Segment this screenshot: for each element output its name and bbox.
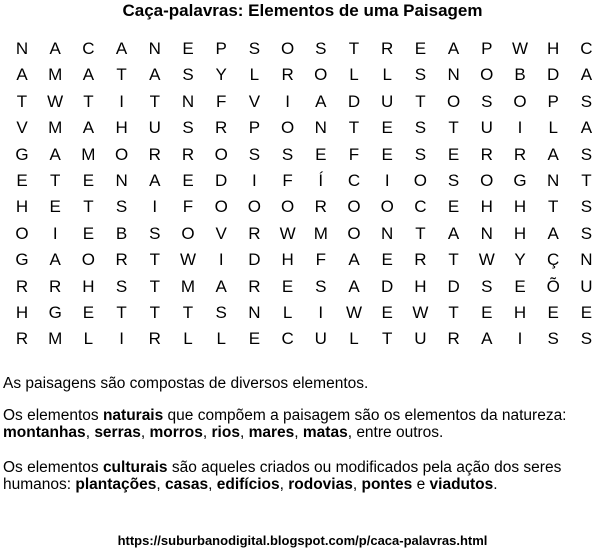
grid-letter[interactable]: W: [412, 303, 429, 322]
separator: e: [412, 476, 430, 493]
grid-letter[interactable]: S: [149, 223, 161, 243]
grid-letter[interactable]: P: [248, 118, 261, 138]
grid-letter[interactable]: S: [281, 144, 294, 164]
grid-letter[interactable]: H: [15, 197, 29, 217]
grid-letter[interactable]: O: [380, 197, 394, 217]
grid-letter[interactable]: A: [348, 276, 360, 296]
grid-row: [0, 168, 605, 194]
grid-letter[interactable]: O: [347, 197, 361, 217]
grid-letter[interactable]: R: [314, 197, 327, 217]
grid-letter[interactable]: Y: [514, 250, 526, 270]
separator: ,: [279, 476, 289, 493]
separator: ,: [239, 424, 249, 441]
grid-letter[interactable]: A: [547, 144, 559, 164]
grid-letter[interactable]: R: [15, 329, 29, 349]
grid-letter[interactable]: E: [580, 303, 593, 322]
grid-letter[interactable]: R: [248, 223, 261, 243]
grid-letter[interactable]: I: [517, 118, 523, 138]
grid-letter[interactable]: F: [282, 171, 293, 190]
text: que compõem a paisagem são os elementos da natureza:: [163, 407, 567, 424]
grid-letter[interactable]: L: [548, 118, 558, 138]
grid-letter[interactable]: S: [481, 91, 493, 111]
grid-letter[interactable]: N: [248, 303, 261, 322]
grid-letter[interactable]: A: [149, 65, 161, 85]
grid-letter[interactable]: N: [181, 91, 195, 111]
grid-letter[interactable]: O: [280, 197, 295, 217]
grid-letter[interactable]: S: [315, 39, 327, 58]
grid-row: [0, 300, 605, 326]
grid-letter[interactable]: A: [348, 250, 360, 270]
grid-letter[interactable]: E: [447, 197, 460, 217]
grid-letter[interactable]: E: [447, 144, 460, 164]
grid-letter[interactable]: O: [181, 223, 195, 243]
grid-letter[interactable]: O: [247, 197, 261, 217]
grid-letter[interactable]: E: [414, 39, 427, 58]
grid-letter[interactable]: S: [580, 144, 593, 164]
grid-letter[interactable]: E: [82, 171, 95, 190]
grid-row: [0, 89, 605, 115]
grid-letter[interactable]: L: [83, 329, 94, 349]
grid-letter[interactable]: N: [314, 118, 327, 138]
grid-letter[interactable]: A: [580, 118, 593, 138]
grid-letter[interactable]: S: [414, 65, 427, 85]
grid-letter[interactable]: A: [82, 65, 95, 85]
grid-letter[interactable]: L: [382, 65, 392, 85]
grid-letter[interactable]: M: [313, 223, 328, 243]
grid-letter[interactable]: S: [115, 197, 128, 217]
grid-letter[interactable]: H: [15, 303, 29, 322]
grid-letter[interactable]: R: [248, 276, 261, 296]
grid-letter[interactable]: A: [82, 118, 95, 138]
word-rodovias: rodovias: [288, 476, 353, 493]
grid-letter[interactable]: W: [47, 91, 64, 111]
separator: ,: [294, 424, 303, 441]
source-link[interactable]: https://suburbanodigital.blogspot.com/p/caca-palavras.html: [117, 533, 488, 548]
grid-letter[interactable]: Y: [215, 65, 227, 85]
text: Os elementos: [3, 407, 103, 424]
grid-letter[interactable]: N: [15, 39, 29, 58]
grid-letter[interactable]: T: [149, 250, 160, 270]
grid-letter[interactable]: A: [49, 39, 61, 58]
grid-row: [0, 62, 605, 88]
grid-letter[interactable]: I: [52, 223, 58, 243]
grid-row: [0, 36, 605, 62]
grid-letter[interactable]: T: [149, 303, 160, 322]
grid-letter[interactable]: L: [216, 329, 226, 349]
grid-letter[interactable]: E: [248, 329, 261, 349]
grid-letter[interactable]: G: [15, 250, 29, 270]
grid-row: [0, 221, 605, 247]
word-mares: mares: [248, 424, 295, 441]
grid-letter[interactable]: Ç: [547, 250, 560, 270]
grid-letter[interactable]: N: [547, 171, 560, 190]
grid-letter[interactable]: T: [448, 118, 459, 138]
intro-paragraph: As paisagens são compostas de diversos elementos.: [3, 375, 369, 392]
grid-letter[interactable]: M: [81, 144, 96, 164]
grid-letter[interactable]: L: [183, 329, 193, 349]
grid-letter[interactable]: A: [580, 65, 593, 85]
grid-letter[interactable]: N: [580, 250, 593, 270]
grid-letter[interactable]: O: [214, 197, 228, 217]
grid-letter[interactable]: H: [513, 223, 527, 243]
keyword-culturais: culturais: [102, 459, 168, 476]
grid-letter[interactable]: I: [119, 329, 124, 349]
grid-row: [0, 142, 605, 168]
grid-letter[interactable]: Í: [318, 171, 324, 190]
grid-letter[interactable]: M: [48, 118, 63, 138]
grid-letter[interactable]: F: [215, 91, 227, 111]
grid-letter[interactable]: S: [414, 144, 427, 164]
grid-letter[interactable]: T: [49, 171, 61, 190]
grid-letter[interactable]: D: [215, 171, 228, 190]
grid-letter[interactable]: G: [513, 171, 527, 190]
grid-letter[interactable]: R: [513, 144, 527, 164]
grid-letter[interactable]: E: [82, 223, 95, 243]
grid-row: [0, 115, 605, 141]
grid-letter[interactable]: I: [252, 171, 257, 190]
separator: ,: [202, 424, 212, 441]
grid-letter[interactable]: E: [381, 250, 393, 270]
grid-row: [0, 194, 605, 220]
grid-letter[interactable]: A: [215, 276, 227, 296]
grid-letter[interactable]: U: [148, 118, 161, 138]
grid-letter[interactable]: W: [179, 250, 197, 270]
grid-letter[interactable]: S: [315, 276, 327, 296]
grid-letter[interactable]: O: [81, 250, 95, 270]
grid-letter[interactable]: P: [481, 39, 493, 58]
grid-letter[interactable]: R: [115, 250, 128, 270]
grid-letter[interactable]: U: [414, 329, 427, 349]
grid-letter[interactable]: I: [384, 171, 390, 190]
grid-letter[interactable]: L: [249, 65, 260, 85]
grid-letter[interactable]: S: [182, 65, 194, 85]
grid-letter[interactable]: T: [547, 197, 559, 217]
grid-row: [0, 326, 605, 352]
grid-letter[interactable]: O: [480, 65, 494, 85]
grid-letter[interactable]: S: [580, 223, 593, 243]
grid-letter[interactable]: T: [348, 39, 360, 58]
grid-letter[interactable]: T: [83, 197, 94, 217]
grid-letter[interactable]: H: [513, 303, 527, 322]
grid-letter[interactable]: D: [381, 276, 394, 296]
grid-letter[interactable]: M: [48, 329, 63, 349]
grid-letter[interactable]: O: [214, 144, 228, 164]
grid-letter[interactable]: R: [148, 329, 161, 349]
grid-letter[interactable]: N: [381, 223, 394, 243]
text: , entre outros.: [347, 424, 444, 441]
grid-letter[interactable]: D: [447, 276, 460, 296]
grid-letter[interactable]: A: [49, 250, 61, 270]
word-morros: morros: [149, 424, 203, 441]
grid-letter[interactable]: E: [82, 303, 95, 322]
word-plantacoes: plantações: [75, 476, 157, 493]
grid-letter[interactable]: R: [148, 144, 161, 164]
grid-letter[interactable]: C: [347, 171, 361, 190]
grid-letter[interactable]: E: [381, 118, 393, 138]
grid-letter[interactable]: S: [447, 171, 460, 190]
grid-letter[interactable]: R: [281, 65, 294, 85]
grid-letter[interactable]: S: [580, 197, 593, 217]
grid-letter[interactable]: T: [16, 91, 28, 111]
word-montanhas: montanhas: [3, 424, 86, 441]
grid-letter[interactable]: C: [82, 39, 95, 58]
grid-letter[interactable]: L: [349, 65, 359, 85]
grid-letter[interactable]: W: [478, 250, 495, 270]
grid-letter[interactable]: A: [149, 171, 161, 190]
grid-letter[interactable]: T: [381, 329, 393, 349]
separator: ,: [140, 424, 150, 441]
grid-letter[interactable]: S: [215, 303, 227, 322]
grid-letter[interactable]: O: [513, 91, 527, 111]
text: Os elementos: [3, 459, 103, 476]
separator: ,: [208, 476, 217, 493]
grid-letter[interactable]: O: [314, 65, 328, 85]
grid-letter[interactable]: V: [16, 118, 28, 138]
grid-letter[interactable]: O: [413, 171, 427, 190]
grid-letter[interactable]: R: [381, 39, 394, 58]
grid-letter[interactable]: S: [115, 276, 128, 296]
grid-letter[interactable]: T: [182, 303, 194, 322]
word-edificios: edifícios: [216, 476, 280, 493]
grid-letter[interactable]: N: [115, 171, 128, 190]
grid-letter[interactable]: E: [182, 39, 194, 58]
word-rios: rios: [211, 424, 240, 441]
grid-letter[interactable]: C: [580, 39, 593, 58]
separator: ,: [156, 476, 165, 493]
grid-letter[interactable]: I: [218, 250, 224, 270]
grid-letter[interactable]: P: [547, 91, 559, 111]
grid-letter[interactable]: T: [415, 223, 426, 243]
grid-letter[interactable]: M: [180, 276, 196, 296]
grid-letter[interactable]: S: [414, 118, 427, 138]
grid-letter[interactable]: V: [248, 91, 261, 111]
grid-letter[interactable]: R: [181, 144, 195, 164]
word-pontes: pontes: [361, 476, 413, 493]
grid-letter[interactable]: A: [547, 223, 559, 243]
grid-letter[interactable]: R: [447, 329, 460, 349]
grid-letter[interactable]: S: [248, 39, 261, 58]
grid-letter[interactable]: O: [280, 118, 295, 138]
grid-letter[interactable]: S: [248, 144, 261, 164]
grid-letter[interactable]: O: [15, 223, 29, 243]
grid-row: [0, 247, 605, 273]
grid-letter[interactable]: V: [215, 223, 227, 243]
grid-letter[interactable]: E: [481, 303, 493, 322]
grid-letter[interactable]: M: [48, 65, 63, 85]
grid-letter[interactable]: E: [381, 303, 393, 322]
grid-letter[interactable]: P: [215, 39, 227, 58]
grid-letter[interactable]: H: [547, 39, 560, 58]
cultural-elements-paragraph: [3, 459, 598, 493]
grid-letter[interactable]: B: [514, 65, 526, 85]
grid-letter[interactable]: B: [115, 223, 128, 243]
grid-letter[interactable]: E: [182, 171, 194, 190]
grid-letter[interactable]: L: [349, 329, 359, 349]
separator: ,: [352, 476, 362, 493]
grid-letter[interactable]: G: [48, 303, 62, 322]
page-title: Caça-palavras: Elementos de uma Paisagem: [122, 1, 483, 20]
grid-letter[interactable]: F: [315, 250, 326, 270]
natural-elements-paragraph: [3, 407, 598, 441]
grid-letter[interactable]: H: [281, 250, 294, 270]
grid-letter[interactable]: N: [447, 65, 460, 85]
grid-letter[interactable]: G: [15, 144, 29, 164]
grid-letter[interactable]: A: [315, 91, 327, 111]
grid-letter[interactable]: E: [381, 144, 393, 164]
grid-letter[interactable]: I: [517, 329, 523, 349]
grid-letter[interactable]: C: [281, 329, 294, 349]
grid-letter[interactable]: D: [248, 250, 261, 270]
grid-letter[interactable]: T: [581, 171, 592, 190]
grid-letter[interactable]: L: [282, 303, 293, 322]
grid-letter[interactable]: C: [414, 197, 427, 217]
grid-letter[interactable]: N: [480, 223, 493, 243]
grid-letter[interactable]: T: [149, 91, 160, 111]
grid-letter[interactable]: R: [414, 250, 427, 270]
word-matas: matas: [302, 424, 348, 441]
grid-letter[interactable]: Õ: [546, 276, 560, 296]
grid-letter[interactable]: T: [348, 118, 360, 138]
grid-letter[interactable]: T: [116, 65, 127, 85]
grid-letter[interactable]: E: [281, 276, 294, 296]
grid-letter[interactable]: O: [114, 144, 129, 164]
keyword-naturais: naturais: [102, 407, 164, 424]
grid-letter[interactable]: R: [49, 276, 62, 296]
grid-letter[interactable]: U: [381, 91, 394, 111]
grid-letter[interactable]: T: [448, 250, 459, 270]
grid-letter[interactable]: O: [347, 223, 361, 243]
grid-letter[interactable]: U: [314, 329, 327, 349]
grid-letter[interactable]: U: [480, 118, 493, 138]
grid-letter[interactable]: E: [49, 197, 61, 217]
grid-letter[interactable]: W: [511, 39, 529, 58]
grid-letter[interactable]: U: [580, 276, 593, 296]
grid-letter[interactable]: A: [481, 329, 493, 349]
text: .: [493, 476, 498, 493]
grid-letter[interactable]: A: [16, 65, 28, 85]
grid-letter[interactable]: O: [280, 39, 295, 58]
grid-letter[interactable]: S: [182, 118, 194, 138]
grid-letter[interactable]: N: [148, 39, 161, 58]
grid-letter[interactable]: T: [116, 303, 127, 322]
grid-letter[interactable]: A: [447, 39, 460, 58]
grid-letter[interactable]: A: [115, 39, 128, 58]
grid-letter[interactable]: I: [318, 303, 324, 322]
grid-letter[interactable]: E: [16, 171, 28, 190]
text: são aqueles criados ou modificados pela ação dos seres humanos:: [3, 459, 562, 493]
grid-letter[interactable]: I: [119, 91, 124, 111]
grid-letter[interactable]: R: [215, 118, 228, 138]
grid-letter[interactable]: O: [446, 91, 461, 111]
grid-letter[interactable]: T: [149, 276, 160, 296]
grid-letter[interactable]: R: [480, 144, 493, 164]
word-viadutos: viadutos: [429, 476, 494, 493]
grid-letter[interactable]: S: [580, 329, 593, 349]
separator: ,: [85, 424, 95, 441]
grid-letter[interactable]: E: [315, 144, 327, 164]
grid-letter[interactable]: H: [414, 276, 427, 296]
word-serras: serras: [94, 424, 141, 441]
grid-letter[interactable]: H: [115, 118, 128, 138]
grid-letter[interactable]: O: [480, 171, 494, 190]
grid-letter[interactable]: S: [547, 329, 559, 349]
word-casas: casas: [165, 476, 209, 493]
grid-letter[interactable]: H: [82, 276, 95, 296]
grid-letter[interactable]: I: [152, 197, 158, 217]
grid-letter[interactable]: W: [345, 303, 363, 322]
grid-letter[interactable]: H: [480, 197, 493, 217]
grid-row: [0, 274, 605, 300]
grid-letter[interactable]: T: [448, 303, 459, 322]
grid-letter[interactable]: I: [285, 91, 290, 111]
grid-letter[interactable]: F: [348, 144, 360, 164]
grid-letter[interactable]: H: [513, 197, 527, 217]
grid-letter[interactable]: T: [83, 91, 94, 111]
grid-letter[interactable]: F: [182, 197, 194, 217]
grid-letter[interactable]: T: [415, 91, 426, 111]
grid-letter[interactable]: S: [580, 91, 593, 111]
grid-letter[interactable]: S: [481, 276, 493, 296]
grid-letter[interactable]: E: [514, 276, 526, 296]
grid-letter[interactable]: E: [547, 303, 559, 322]
grid-letter[interactable]: W: [279, 223, 296, 243]
grid-letter[interactable]: A: [447, 223, 460, 243]
grid-letter[interactable]: D: [347, 91, 361, 111]
grid-letter[interactable]: R: [15, 276, 29, 296]
grid-letter[interactable]: D: [547, 65, 560, 85]
grid-letter[interactable]: A: [49, 144, 61, 164]
